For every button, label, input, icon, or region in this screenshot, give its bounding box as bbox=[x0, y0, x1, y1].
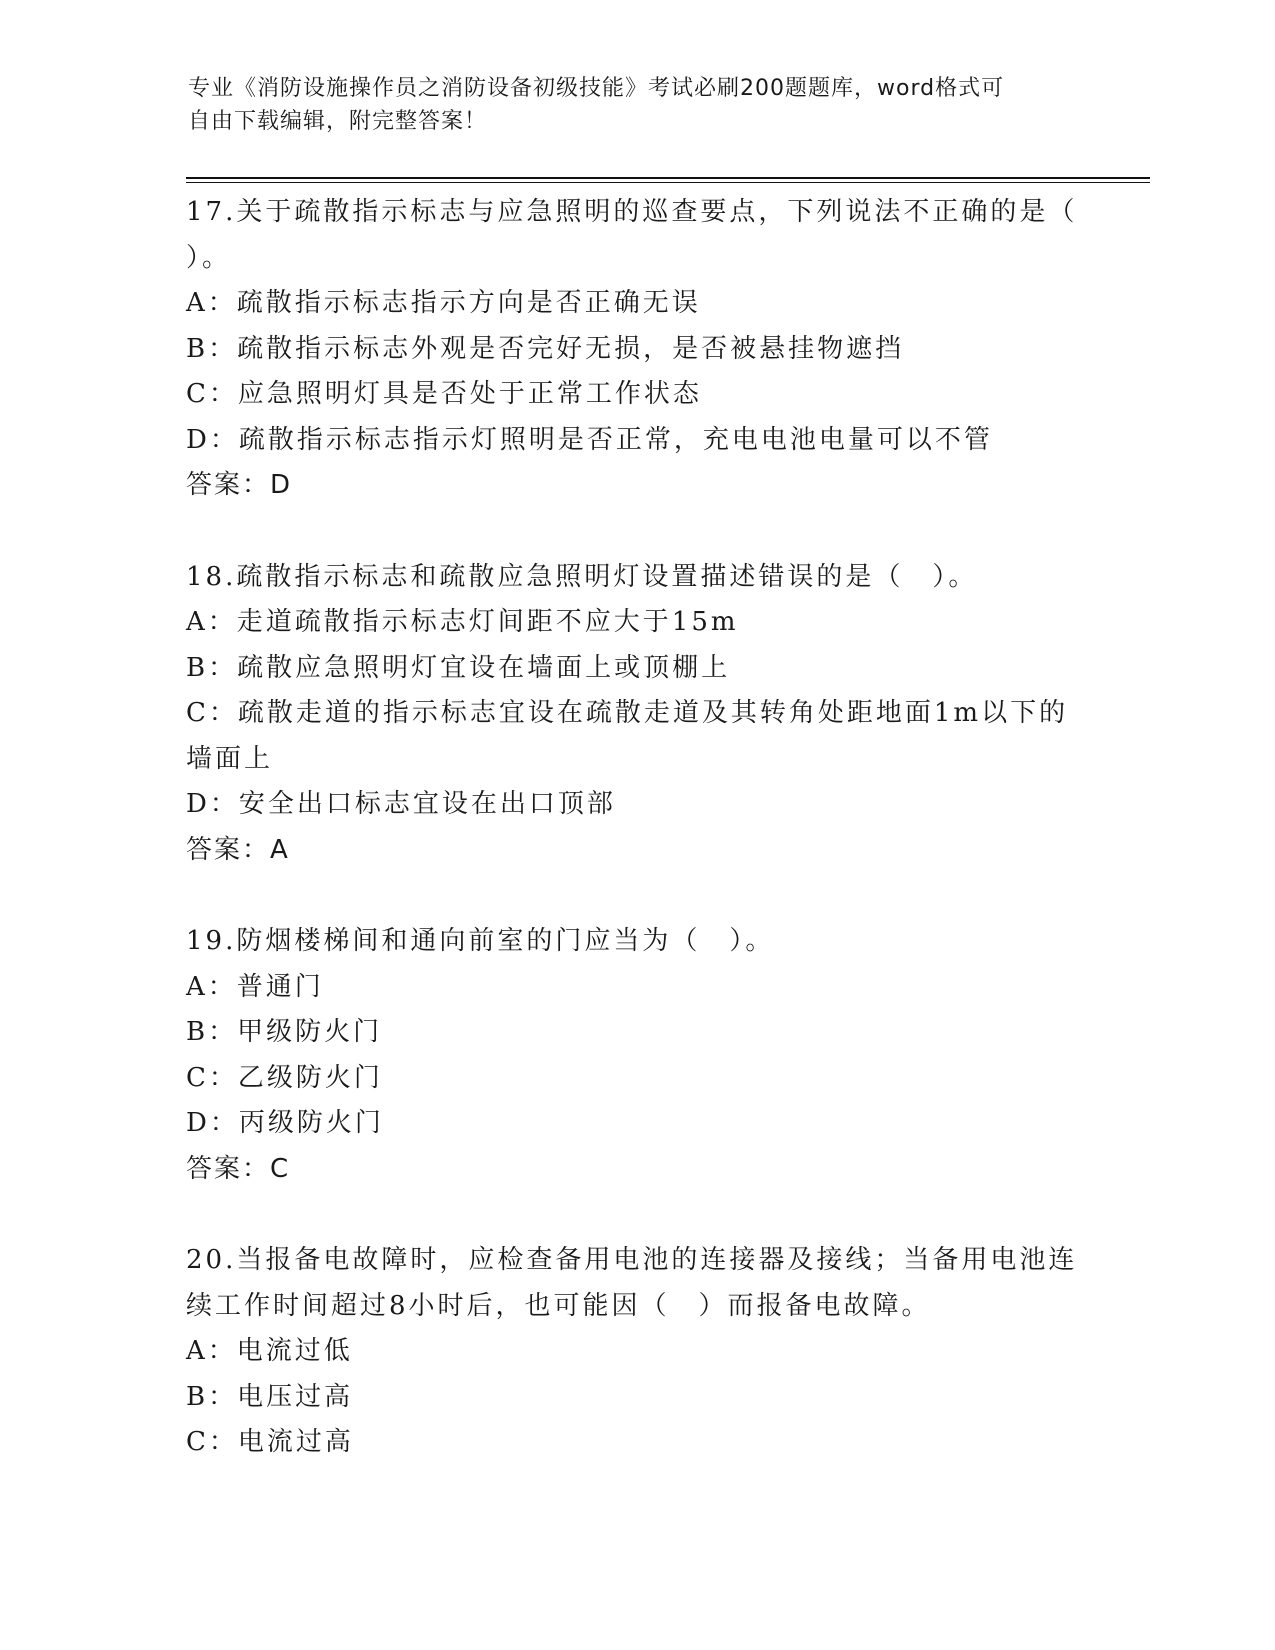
option-line: B：甲级防火门 bbox=[186, 1017, 383, 1047]
option-line: B：疏散应急照明灯宜设在墙面上或顶棚上 bbox=[186, 652, 731, 683]
question-block bbox=[186, 1238, 1086, 1466]
option-line: C：应急照明灯具是否处于正常工作状态 bbox=[186, 379, 702, 409]
option-line: 墙面上 bbox=[186, 743, 274, 774]
option-line: A：走道疏散指示标志灯间距不应大于15m bbox=[186, 607, 739, 637]
question-block bbox=[186, 555, 1086, 874]
option-line: B：疏散指示标志外观是否完好无损，是否被悬挂物遮挡 bbox=[186, 333, 905, 364]
question-list bbox=[186, 190, 1086, 1512]
answer-line: 答案：C bbox=[186, 1153, 291, 1184]
question-block bbox=[186, 919, 1086, 1192]
question-stem-line: ）。 bbox=[186, 242, 232, 273]
option-line: A：普通门 bbox=[186, 971, 324, 1002]
question-stem-line: 20.当报备电故障时，应检查备用电池的连接器及接线；当备用电池连 bbox=[186, 1245, 1078, 1275]
header-divider-thick bbox=[186, 177, 1150, 179]
header-divider-thin bbox=[186, 182, 1150, 183]
header-line-1: 专业《消防设施操作员之消防设备初级技能》考试必刷200题题库，word格式可 bbox=[188, 76, 1005, 101]
question-stem-line: 续工作时间超过8小时后，也可能因（ ）而报备电故障。 bbox=[186, 1290, 931, 1321]
option-line: A：电流过低 bbox=[186, 1336, 353, 1366]
question-block bbox=[186, 190, 1086, 509]
answer-line: 答案：A bbox=[186, 834, 290, 865]
question-stem-line: 17.关于疏散指示标志与应急照明的巡查要点，下列说法不正确的是（ bbox=[186, 197, 1078, 227]
question-stem-line: 18.疏散指示标志和疏散应急照明灯设置描述错误的是（ ）。 bbox=[186, 561, 978, 592]
document-header bbox=[188, 72, 1068, 138]
option-line: C：电流过高 bbox=[186, 1427, 354, 1457]
option-line: A：疏散指示标志指示方向是否正确无误 bbox=[186, 288, 701, 318]
option-line: D：安全出口标志宜设在出口顶部 bbox=[186, 789, 616, 819]
option-line: C：疏散走道的指示标志宜设在疏散走道及其转角处距地面1m以下的 bbox=[186, 698, 1069, 728]
option-line: B：电压过高 bbox=[186, 1381, 354, 1412]
header-line-2: 自由下载编辑，附完整答案！ bbox=[188, 109, 488, 134]
answer-line: 答案：D bbox=[186, 470, 293, 500]
option-line: D：丙级防火门 bbox=[186, 1108, 384, 1138]
option-line: D：疏散指示标志指示灯照明是否正常，充电电池电量可以不管 bbox=[186, 424, 993, 455]
option-line: C：乙级防火门 bbox=[186, 1062, 383, 1093]
question-stem-line: 19.防烟楼梯间和通向前室的门应当为（ ）。 bbox=[186, 926, 775, 956]
